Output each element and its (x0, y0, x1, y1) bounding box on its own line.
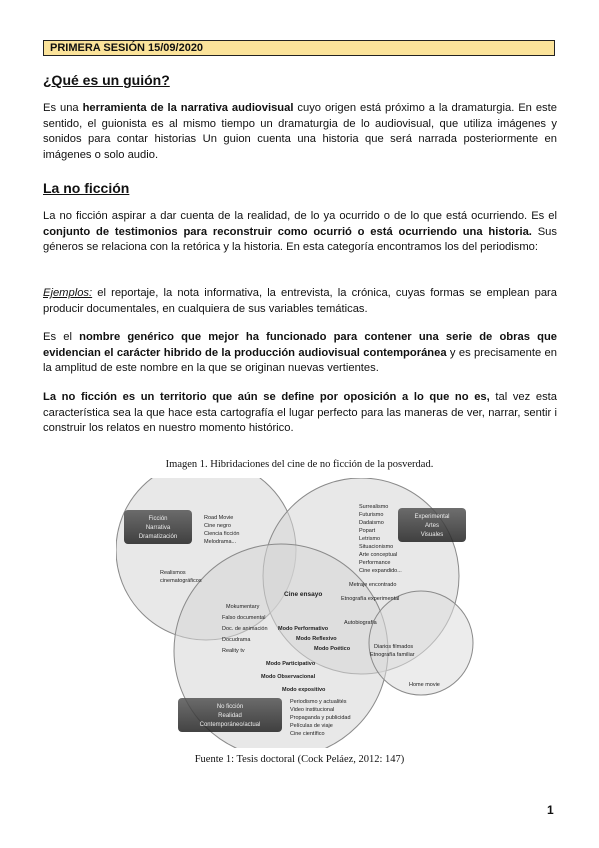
etnografia-exp-label: Etnografía experimental (341, 596, 400, 602)
svg-text:Reality tv: Reality tv (222, 648, 245, 654)
svg-text:cinematográficos: cinematográficos (160, 578, 202, 584)
svg-text:Popart: Popart (359, 528, 376, 534)
svg-text:Contemporáneo/actual: Contemporáneo/actual (199, 722, 261, 728)
svg-text:Docudrama: Docudrama (222, 637, 251, 643)
svg-text:Cine expandido...: Cine expandido... (359, 568, 402, 574)
svg-text:Ficción: Ficción (148, 516, 168, 522)
svg-text:Cine negro: Cine negro (204, 523, 231, 529)
label-box-no-ficcion (178, 698, 282, 732)
svg-text:Performance: Performance (359, 560, 391, 566)
svg-text:Cine científico: Cine científico (290, 731, 325, 737)
home-movie-label: Home movie (409, 682, 440, 688)
page-number: 1 (547, 803, 554, 817)
svg-text:Arte conceptual: Arte conceptual (359, 552, 398, 558)
svg-text:Video institucional: Video institucional (290, 707, 335, 713)
diarios-label: Diarios filmados (374, 644, 414, 650)
svg-text:Propaganda y publicidad: Propaganda y publicidad (290, 715, 351, 721)
etnografia-familiar-label: Etnografía familiar (370, 652, 415, 658)
paragraph-territorio: La no ficción es un territorio que aún se define por oposición a lo que no es, tal vez esta característica sea la que hace esta cartografía el lugar perfecto para las maneras de ver, narrar, sentir i construir los relatos en nuestro momento histórico. (43, 391, 558, 434)
figure-source: Fuente 1: Tesis doctoral (Cock Peláez, 2012: 147) (194, 754, 405, 765)
paragraph-guion: Es una herramienta de la narrativa audiovisual cuyo origen está próximo a la dramaturgia. En este sentido, el guionista es al mismo tiempo un dramaturgia de lo audiovisual, que utiliza imágenes y sonidos para contar historias Un guion cuenta una historia que será narrada posteriormente en imágenes o solo audio. (43, 102, 557, 161)
svg-text:Modo Poético: Modo Poético (314, 646, 351, 652)
svg-text:Modo Observacional: Modo Observacional (261, 674, 316, 680)
session-header: PRIMERA SESIÓN 15/09/2020 (43, 40, 555, 56)
svg-text:Melodrama...: Melodrama... (204, 539, 237, 545)
svg-text:Películas de viaje: Películas de viaje (290, 723, 333, 729)
venn-diagram (116, 478, 484, 748)
svg-text:Experimental: Experimental (414, 514, 450, 520)
svg-text:Artes: Artes (424, 523, 440, 529)
svg-text:Mokumentary: Mokumentary (226, 604, 260, 610)
circle-home (369, 591, 473, 695)
svg-text:Letrismo: Letrismo (359, 536, 381, 542)
paragraph-nombre-generico: Es el nombre genérico que mejor ha funcionado para contener una serie de obras que evidencian el carácter hibrido de la producción audiovisual contemporánea y es precisamente en la amplitud de este nombre en la que se originan nuevas vertientes. (43, 331, 558, 374)
autobiografia-label: Autobiografía (344, 620, 377, 626)
svg-text:Realismos: Realismos (160, 570, 186, 576)
svg-text:Modo Reflexivo: Modo Reflexivo (296, 636, 337, 642)
svg-text:Modo Participativo: Modo Participativo (266, 661, 316, 667)
section-heading-no-ficcion: La no ficción (43, 180, 130, 196)
svg-text:Doc. de animación: Doc. de animación (222, 626, 268, 632)
svg-text:Modo Performativo: Modo Performativo (278, 626, 329, 632)
svg-text:No ficción: No ficción (216, 704, 244, 710)
cine-ensayo-label: Cine ensayo (284, 591, 323, 598)
svg-text:Periodismo y actualités: Periodismo y actualités (290, 699, 347, 705)
svg-text:Dramatización: Dramatización (138, 534, 178, 540)
svg-text:Surrealismo: Surrealismo (359, 504, 389, 510)
paragraph-definicion: La no ficción aspirar a dar cuenta de la realidad, de lo ya ocurrido o de lo que está ocurriendo. Es el conjunto de testimonios para reconstruir como ocurrió o está ocurriendo una historia. Sus géneros se relaciona con la retórica y la historia. En esta categoría encontramos los del periodismo: (43, 210, 557, 253)
metraje-label: Metraje encontrado (349, 582, 397, 588)
svg-text:Narrativa: Narrativa (145, 525, 171, 531)
svg-text:Situacionismo: Situacionismo (359, 544, 394, 550)
svg-text:Road Movie: Road Movie (204, 515, 234, 521)
section-heading-guion: ¿Qué es un guión? (43, 72, 170, 88)
svg-text:Modo expositivo: Modo expositivo (282, 687, 326, 693)
svg-text:Dadaismo: Dadaismo (359, 520, 384, 526)
paragraph-ejemplos: Ejemplos: el reportaje, la nota informativa, la entrevista, la crónica, cuyas formas se emplean para producir documentales, en cualquiera de sus variables temáticas. (43, 287, 557, 315)
svg-text:Visuales: Visuales (420, 532, 444, 538)
figure-caption: Imagen 1. Hibridaciones del cine de no ficción de la posverdad. (165, 459, 434, 470)
label-box-experimental (398, 508, 466, 542)
svg-text:Futurismo: Futurismo (359, 512, 384, 518)
svg-text:Falso documental: Falso documental (222, 615, 266, 621)
label-box-ficcion (124, 510, 192, 544)
svg-text:Realidad: Realidad (218, 713, 242, 719)
svg-text:Ciencia ficción: Ciencia ficción (204, 531, 240, 537)
